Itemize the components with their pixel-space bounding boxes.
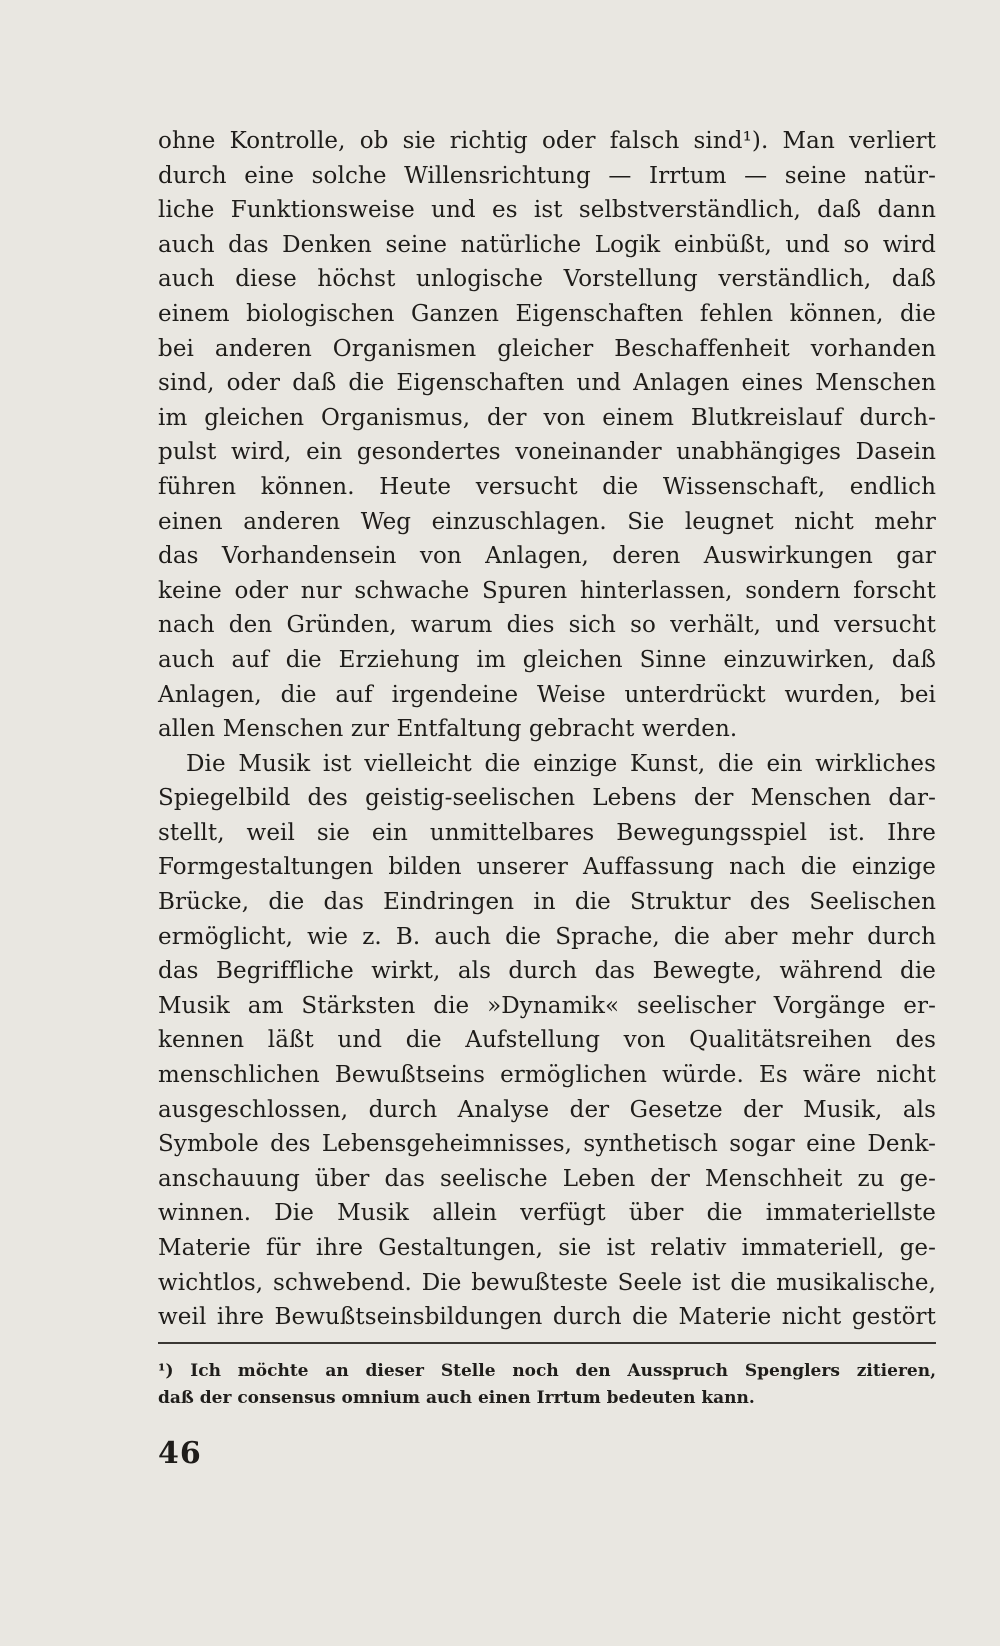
text-line: einen anderen Weg einzuschlagen. Sie leugnet nicht mehr <box>158 508 936 535</box>
text-line: stellt, weil sie ein unmittelbares Bewegungsspiel ist. Ihre <box>158 819 936 846</box>
text-line: das Vorhandensein von Anlagen, deren Auswirkungen gar <box>158 543 936 570</box>
text-line: Anlagen, die auf irgendeine Weise unterdrückt wurden, bei <box>158 681 936 708</box>
text-line: ausgeschlossen, durch Analyse der Gesetze der Musik, als <box>158 1096 936 1123</box>
text-line: Die Musik ist vielleicht die einzige Kunst, die ein wirkliches <box>186 750 936 777</box>
text-line: kennen läßt und die Aufstellung von Qualitätsreihen des <box>158 1027 936 1054</box>
footnote-line: ¹) Ich möchte an dieser Stelle noch den Ausspruch Spenglers zitieren, <box>158 1361 936 1381</box>
text-line: Brücke, die das Eindringen in die Struktur des Seelischen <box>158 889 936 916</box>
text-line: Spiegelbild des geistig-seelischen Lebens der Menschen dar- <box>158 785 936 812</box>
text-line: menschlichen Bewußtseins ermöglichen würde. Es wäre nicht <box>158 1062 936 1089</box>
text-line: pulst wird, ein gesondertes voneinander unabhängiges Dasein <box>158 439 936 466</box>
text-line: führen können. Heute versucht die Wissenschaft, endlich <box>158 473 936 500</box>
text-line: anschauung über das seelische Leben der Menschheit zu ge- <box>158 1165 936 1192</box>
text-line: allen Menschen zur Entfaltung gebracht werden. <box>158 716 738 743</box>
text-line: auch diese höchst unlogische Vorstellung verständlich, daß <box>158 266 936 293</box>
text-line: durch eine solche Willensrichtung — Irrtum — seine natür- <box>158 162 936 189</box>
footnote <box>158 1358 936 1412</box>
text-line: ohne Kontrolle, ob sie richtig oder falsch sind¹). Man verliert <box>158 128 936 154</box>
text-line: Musik am Stärksten die »Dynamik« seelischer Vorgänge er- <box>158 992 936 1019</box>
footnote-line: daß der consensus omnium auch einen Irrtum bedeuten kann. <box>158 1388 755 1408</box>
text-line: Symbole des Lebensgeheimnisses, synthetisch sogar eine Denk- <box>158 1131 936 1158</box>
text-line: liche Funktionsweise und es ist selbstverständlich, daß dann <box>158 197 936 224</box>
text-line: wichtlos, schwebend. Die bewußteste Seele ist die musikalische, <box>158 1269 936 1296</box>
text-line: auch auf die Erziehung im gleichen Sinne einzuwirken, daß <box>158 646 936 673</box>
body-text <box>158 124 936 1335</box>
text-line: bei anderen Organismen gleicher Beschaffenheit vorhanden <box>158 335 936 362</box>
text-line: winnen. Die Musik allein verfügt über die immateriellste <box>158 1200 936 1227</box>
text-line: keine oder nur schwache Spuren hinterlassen, sondern forscht <box>158 577 936 604</box>
page-number: 46 <box>158 1436 202 1471</box>
text-line: im gleichen Organismus, der von einem Blutkreislauf durch- <box>158 404 936 431</box>
text-line: sind, oder daß die Eigenschaften und Anlagen eines Menschen <box>158 370 936 397</box>
text-line: das Begriffliche wirkt, als durch das Bewegte, während die <box>158 958 936 985</box>
text-line: ermöglicht, wie z. B. auch die Sprache, die aber mehr durch <box>158 923 936 950</box>
text-line: weil ihre Bewußtseinsbildungen durch die Materie nicht gestört <box>158 1304 936 1331</box>
text-line: auch das Denken seine natürliche Logik einbüßt, und so wird <box>158 231 936 258</box>
footnote-divider <box>158 1342 936 1344</box>
text-line: Materie für ihre Gestaltungen, sie ist relativ immateriell, ge- <box>158 1235 936 1261</box>
text-line: einem biologischen Ganzen Eigenschaften fehlen können, die <box>158 300 936 327</box>
text-line: Formgestaltungen bilden unserer Auffassung nach die einzige <box>158 854 936 881</box>
text-line: nach den Gründen, warum dies sich so verhält, und versucht <box>158 612 936 639</box>
